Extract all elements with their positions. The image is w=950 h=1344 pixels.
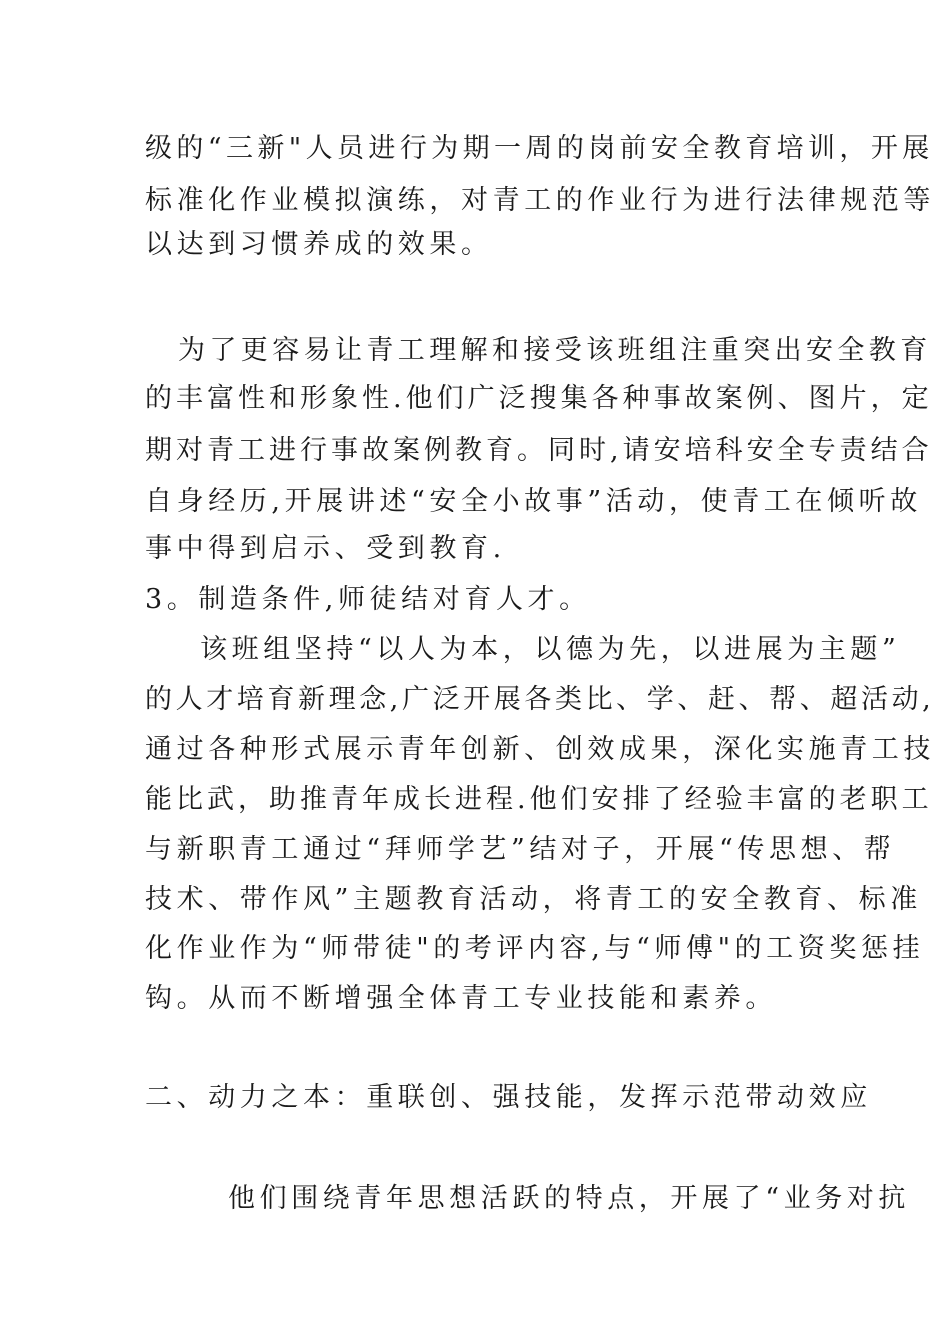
- paragraph-line: 为了更容易让青工理解和接受该班组注重突出安全教育: [178, 335, 932, 366]
- section-heading: 二、动力之本：重联创、强技能，发挥示范带动效应: [145, 1082, 872, 1113]
- paragraph-line: 化作业作为“师带徒"的考评内容,与“师傅"的工资奖惩挂: [145, 933, 925, 964]
- paragraph-line: 能比武，助推青年成长进程.他们安排了经验丰富的老职工: [145, 784, 933, 815]
- paragraph-line: 该班组坚持“以人为本，以德为先，以进展为主题”: [200, 634, 901, 665]
- paragraph-line: 与新职青工通过“拜师学艺”结对子，开展“传思想、帮: [145, 834, 896, 865]
- paragraph-line: 技术、带作风”主题教育活动，将青工的安全教育、标准: [145, 884, 922, 915]
- paragraph-line: 的丰富性和形象性.他们广泛搜集各种事故案例、图片，定: [145, 383, 933, 414]
- paragraph-line: 期对青工进行事故案例教育。同时,请安培科安全专责结合: [145, 435, 933, 466]
- paragraph-line: 以达到习惯养成的效果。: [145, 229, 493, 260]
- paragraph-line: 的人才培育新理念,广泛开展各类比、学、赶、帮、超活动,: [145, 684, 935, 715]
- paragraph-line: 标准化作业模拟演练，对青工的作业行为进行法律规范等: [145, 185, 935, 216]
- paragraph-line: 级的“三新"人员进行为期一周的岗前安全教育培训，开展: [145, 133, 934, 164]
- section-heading: 3。制造条件,师徒结对育人才。: [145, 584, 591, 615]
- paragraph-line: 他们围绕青年思想活跃的特点，开展了“业务对抗: [228, 1183, 911, 1214]
- paragraph-line: 自身经历,开展讲述“安全小故事”活动，使青工在倾听故: [145, 486, 922, 517]
- paragraph-line: 钩。从而不断增强全体青工专业技能和素养。: [145, 983, 777, 1014]
- paragraph-line: 通过各种形式展示青年创新、创效成果，深化实施青工技: [145, 734, 935, 765]
- paragraph-line: 事中得到启示、受到教育.: [145, 533, 506, 564]
